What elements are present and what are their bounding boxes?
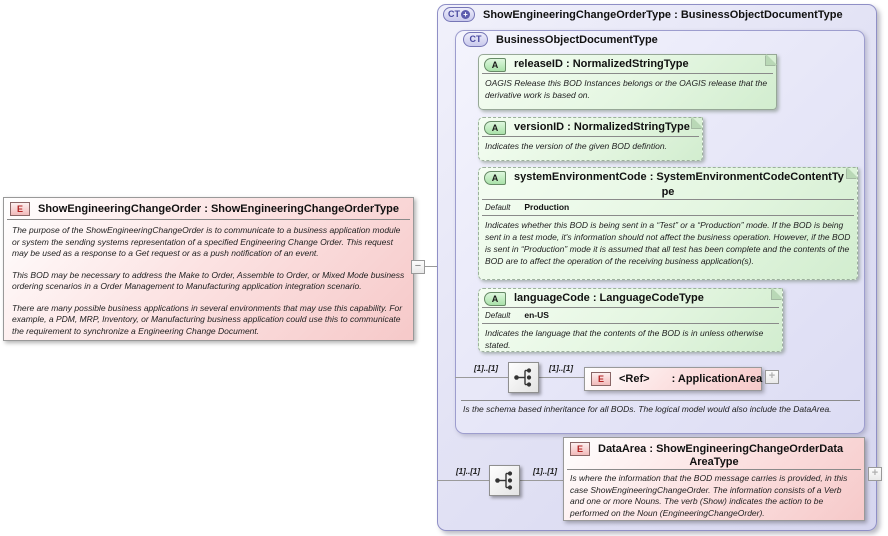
- attribute-release-id[interactable]: [478, 54, 777, 110]
- attribute-system-environment-code[interactable]: [478, 167, 858, 280]
- outer-type-header: [443, 7, 843, 22]
- element-title: DataArea : ShowEngineeringChangeOrderData: [598, 443, 844, 455]
- element-doc: Is where the information that the BOD message carries is provided, in this case ShowEngineeringChangeOrder. The information consists of a Verb and one or more Nouns. The verb (Show) indicates the action to be performed on the Noun (EngineeringChangeOrder).: [570, 473, 848, 518]
- default-label: Default: [485, 311, 511, 320]
- attribute-language-code[interactable]: [478, 288, 783, 352]
- element-icon: E: [10, 202, 30, 216]
- plus-dot-icon: +: [461, 10, 470, 19]
- cardinality-label: [1]..[1]: [474, 364, 498, 373]
- sequence-icon[interactable]: [508, 362, 539, 393]
- attribute-title: versionID : NormalizedStringType: [514, 121, 690, 133]
- divider: [461, 400, 860, 401]
- default-value: Production: [524, 202, 570, 212]
- element-title: ShowEngineeringChangeOrder : ShowEngineeringChangeOrderType: [38, 203, 400, 215]
- element-icon: E: [570, 442, 590, 456]
- element-title-wrap: AreaType: [689, 456, 739, 468]
- doc-paragraph: There are many possible business applications in several environments that may use this capability. For example, a PDM, MRP, Inventory, or Manufacturing business application could use this to communicate the requirement to synchronize a Engineering Change Document.: [12, 302, 403, 336]
- complex-type-derived-icon: [443, 7, 475, 22]
- base-type-doc: Is the schema based inheritance for all BODs. The logical model would also include the DataArea.: [463, 404, 832, 414]
- ct-label: CT: [448, 9, 460, 19]
- doc-paragraph: The purpose of the ShowEngineeringChangeOrder is to communicate to a business application module or system the sending systems representation of a specified Engineering Change Order. This request may be used as a response to a Get request or as a push notification of an event.: [12, 225, 401, 258]
- element-title-row: [564, 438, 864, 456]
- cardinality-label: [1]..[1]: [549, 364, 573, 373]
- default-row: [482, 308, 779, 324]
- attribute-doc: Indicates whether this BOD is being sent in a “Test” or a “Production” mode. If the BOD is being sent in a test mode, it's information should not affect the business operation. However, if the BOD is sent in “Production” mode it is assumed that all test has been complete and the contents of the BOD are to affect the operation of the receiving business application(s).: [485, 220, 851, 266]
- attribute-title: languageCode : LanguageCodeType: [514, 292, 704, 304]
- cardinality-label: [1]..[1]: [456, 467, 480, 476]
- element-data-area[interactable]: [563, 437, 865, 521]
- attribute-doc: Indicates the version of the given BOD defintion.: [485, 141, 667, 151]
- doc-paragraph: This BOD may be necessary to address the Make to Order, Assemble to Order, or Mixed Mode business ordering scenarios in a Order Management to Manufacturing application integration scenario.: [12, 269, 405, 291]
- sequence-glyph: [510, 364, 537, 391]
- base-type-header: [463, 32, 658, 47]
- attribute-title-row: [479, 55, 776, 73]
- ref-label: <Ref>: [619, 373, 650, 385]
- element-title-row: [4, 198, 413, 219]
- ref-type: : ApplicationArea: [671, 373, 763, 385]
- element-application-area-ref[interactable]: [584, 367, 762, 391]
- attribute-doc: Indicates the language that the contents of the BOD is in unless otherwise stated.: [485, 328, 764, 350]
- element-doc: [4, 220, 413, 352]
- expand-button[interactable]: +: [765, 370, 779, 384]
- attribute-icon: A: [484, 292, 506, 306]
- dogear-fold: [772, 288, 783, 299]
- dogear-fold: [847, 167, 858, 178]
- attribute-title-row: [479, 289, 782, 307]
- connector-line: [437, 480, 490, 481]
- element-box-show-engineering-change-order[interactable]: [3, 197, 414, 341]
- attribute-title-row: [479, 168, 857, 186]
- connector-line: [520, 480, 563, 481]
- connector-line: [539, 377, 585, 378]
- outer-type-title: ShowEngineeringChangeOrderType : BusinessObjectDocumentType: [483, 8, 843, 21]
- connector-line: [455, 377, 510, 378]
- attribute-doc: OAGIS Release this BOD Instances belongs or the OAGIS release that the derivative work is based on.: [485, 78, 768, 100]
- collapse-button[interactable]: −: [411, 260, 425, 274]
- attribute-version-id[interactable]: [478, 117, 703, 161]
- attribute-title: releaseID : NormalizedStringType: [514, 58, 689, 70]
- default-label: Default: [485, 203, 511, 212]
- default-value: en-US: [524, 310, 549, 320]
- element-icon: E: [591, 372, 611, 386]
- base-type-title: BusinessObjectDocumentType: [496, 33, 658, 46]
- attribute-title-row: [479, 118, 702, 136]
- attribute-icon: A: [484, 171, 506, 185]
- expand-button[interactable]: +: [868, 467, 882, 481]
- dogear-fold: [766, 54, 777, 65]
- sequence-icon[interactable]: [489, 465, 520, 496]
- attribute-icon: A: [484, 58, 506, 72]
- connector-line: [425, 266, 437, 267]
- dogear-fold: [692, 117, 703, 128]
- cardinality-label: [1]..[1]: [533, 467, 557, 476]
- default-row: [482, 200, 854, 216]
- complex-type-icon: CT: [463, 32, 488, 47]
- sequence-glyph: [491, 467, 518, 494]
- attribute-icon: A: [484, 121, 506, 135]
- attribute-title-wrap: pe: [661, 186, 675, 198]
- attribute-title: systemEnvironmentCode : SystemEnvironmentCodeContentTy: [514, 171, 844, 183]
